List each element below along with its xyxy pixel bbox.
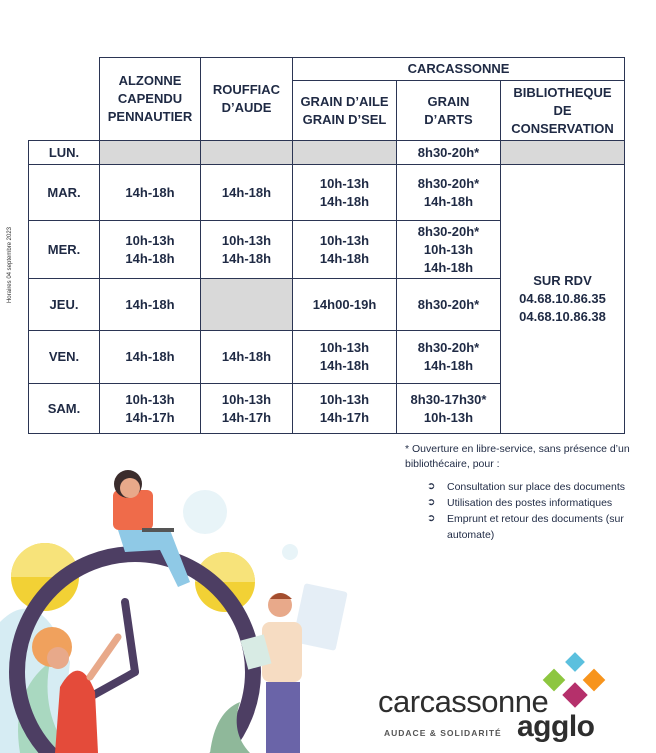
day-label: SAM.: [29, 384, 100, 434]
group-header: CARCASSONNE: [293, 58, 625, 81]
arrow-bullet-icon: ➲: [427, 497, 436, 508]
hours-cell: 8h30-20h* 14h-18h: [397, 165, 501, 221]
logo-tagline: AUDACE & SOLIDARITÉ: [384, 728, 502, 738]
date-side-label: Horaires 04 septembre 2023: [7, 226, 14, 304]
column-header: ALZONNE CAPENDU PENNAUTIER: [100, 58, 201, 141]
hours-cell: 8h30-17h30* 10h-13h: [397, 384, 501, 434]
column-header: BIBLIOTHEQUE DE CONSERVATION: [501, 81, 625, 141]
closed-cell: [293, 141, 397, 165]
closed-cell: [201, 279, 293, 331]
note-intro: * Ouverture en libre-service, sans présence d’un bibliothécaire, pour :: [405, 443, 630, 470]
column-header: GRAIN D’ARTS: [397, 81, 501, 141]
hours-cell: 10h-13h 14h-18h: [100, 221, 201, 279]
hours-cell: 10h-13h 14h-17h: [293, 384, 397, 434]
list-item: ➲ Consultation sur place des documents: [427, 481, 626, 493]
hours-cell: 10h-13h 14h-18h: [293, 165, 397, 221]
logo-squares-icon: [538, 650, 618, 710]
hours-cell: 10h-13h 14h-18h: [201, 221, 293, 279]
conservation-cell: [501, 165, 625, 434]
hours-cell: 10h-13h 14h-18h: [293, 221, 397, 279]
appointment-label: SUR RDV: [533, 273, 592, 288]
logo-word-carcassonne: carcassonne: [378, 684, 549, 719]
arrow-bullet-icon: ➲: [427, 513, 436, 524]
column-header: ROUFFIAC D’AUDE: [201, 58, 293, 141]
table-row: [29, 141, 625, 165]
hours-cell: 10h-13h 14h-18h: [293, 331, 397, 384]
hours-cell: 14h-18h: [100, 331, 201, 384]
table-row: [29, 165, 625, 221]
hours-cell: 14h00-19h: [293, 279, 397, 331]
closed-cell: [201, 141, 293, 165]
clock-people-illustration: [0, 462, 400, 753]
list-item: ➲ Utilisation des postes informatiques: [427, 497, 613, 509]
day-label: JEU.: [29, 279, 100, 331]
carcassonne-agglo-logo: [378, 650, 648, 750]
phone-number: 04.68.10.86.35: [519, 291, 606, 306]
day-label: MAR.: [29, 165, 100, 221]
hours-cell: 8h30-20h*: [397, 141, 501, 165]
hours-cell: 8h30-20h* 10h-13h 14h-18h: [397, 221, 501, 279]
day-label: MER.: [29, 221, 100, 279]
closed-cell: [100, 141, 201, 165]
hours-cell: 8h30-20h* 14h-18h: [397, 331, 501, 384]
hours-cell: 10h-13h 14h-17h: [201, 384, 293, 434]
hours-cell: 14h-18h: [201, 331, 293, 384]
table-corner: [29, 58, 100, 141]
hours-cell: 14h-18h: [100, 279, 201, 331]
day-label: VEN.: [29, 331, 100, 384]
hours-cell: 14h-18h: [201, 165, 293, 221]
column-header: GRAIN D’AILE GRAIN D’SEL: [293, 81, 397, 141]
note-list: [427, 479, 645, 543]
phone-number: 04.68.10.86.38: [519, 309, 606, 324]
closed-cell: [501, 141, 625, 165]
list-item: ➲ Emprunt et retour des documents (sur automate): [427, 513, 624, 541]
self-service-note: [405, 442, 645, 543]
hours-cell: 10h-13h 14h-17h: [100, 384, 201, 434]
hours-cell: 8h30-20h*: [397, 279, 501, 331]
logo-word-agglo: agglo: [517, 710, 595, 743]
hours-cell: 14h-18h: [100, 165, 201, 221]
arrow-bullet-icon: ➲: [427, 481, 436, 492]
day-label: LUN.: [29, 141, 100, 165]
schedule-table: [28, 57, 625, 434]
